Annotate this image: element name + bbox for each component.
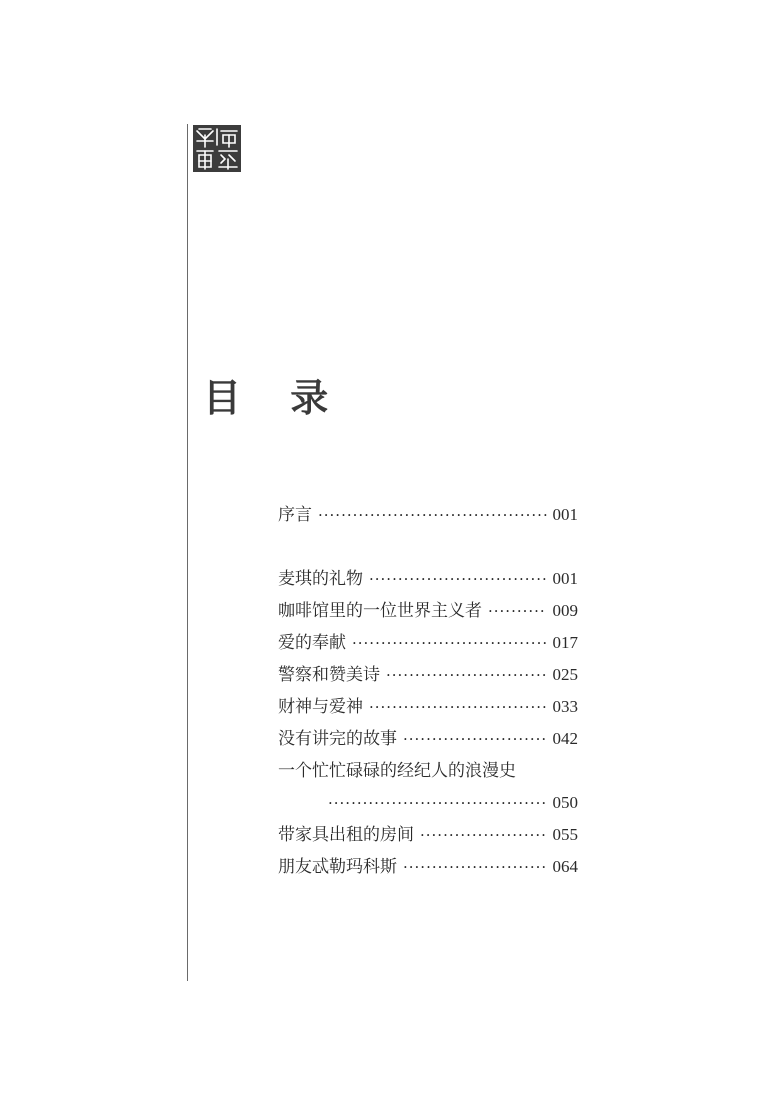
toc-entry-title: 咖啡馆里的一位世界主义者 [278, 601, 482, 621]
toc-entry-continuation [278, 787, 578, 819]
page-title: 目 录 [203, 375, 347, 420]
vertical-margin-rule [187, 124, 188, 981]
toc-entry-page: 001 [552, 505, 578, 524]
toc-entry-page: 009 [552, 601, 578, 620]
toc-entry[interactable] [278, 595, 578, 627]
leader-dots [328, 787, 547, 819]
leader-dots [420, 819, 547, 851]
toc-entry-title: 爱的奉献 [278, 633, 346, 653]
toc-entry[interactable] [278, 499, 578, 531]
toc-entry-page: 033 [552, 697, 578, 716]
toc-entry-title: 没有讲完的故事 [278, 729, 397, 749]
leader-dots [369, 691, 547, 723]
leader-dots [403, 851, 547, 883]
toc-entry-title: 朋友忒勒玛科斯 [278, 857, 397, 877]
table-of-contents [278, 499, 578, 883]
toc-entry-page: 017 [552, 633, 578, 652]
toc-entry[interactable] [278, 755, 578, 819]
seal-stamp-icon [193, 125, 241, 172]
toc-entry[interactable] [278, 627, 578, 659]
toc-entry[interactable] [278, 851, 578, 883]
toc-entry[interactable] [278, 659, 578, 691]
toc-entry-title: 带家具出租的房间 [278, 825, 414, 845]
leader-dots [488, 595, 547, 627]
leader-dots [403, 723, 547, 755]
toc-entry-page: 050 [552, 793, 578, 812]
toc-entry[interactable] [278, 563, 578, 595]
toc-entry-title: 麦琪的礼物 [278, 569, 363, 589]
toc-entry[interactable] [278, 723, 578, 755]
toc-entry-title: 警察和赞美诗 [278, 665, 380, 685]
toc-entry-title: 序言 [278, 505, 312, 525]
leader-dots [352, 627, 547, 659]
leader-dots [369, 563, 547, 595]
toc-entry-page: 001 [552, 569, 578, 588]
toc-entry-title: 财神与爱神 [278, 697, 363, 717]
toc-entry-page: 042 [552, 729, 578, 748]
toc-entry-page: 055 [552, 825, 578, 844]
leader-dots [318, 499, 547, 531]
toc-entry[interactable] [278, 691, 578, 723]
toc-entry-page: 025 [552, 665, 578, 684]
toc-entry-title: 一个忙忙碌碌的经纪人的浪漫史 [278, 761, 516, 781]
toc-entry-page: 064 [552, 857, 578, 876]
leader-dots [386, 659, 547, 691]
toc-entry[interactable] [278, 819, 578, 851]
